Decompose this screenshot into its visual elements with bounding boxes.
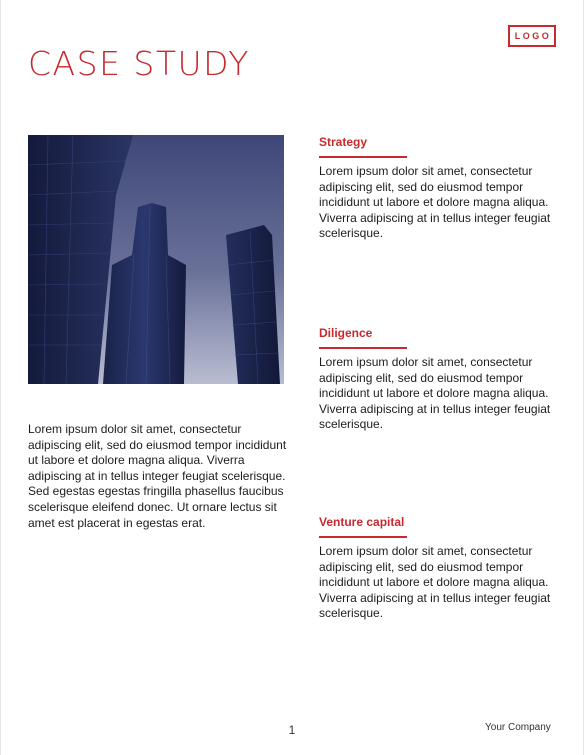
section-heading: Venture capital — [319, 515, 405, 529]
section-paragraph: Lorem ipsum dolor sit amet, consectetur adipiscing elit, sed do eiusmod tempor incididunt ut labore et dolore magna aliqua. Viverra adipiscing at in tellus integer feugiat scelerisque. — [319, 164, 551, 241]
section-diligence — [319, 326, 559, 433]
section-strategy — [319, 135, 559, 242]
page-number: 1 — [288, 723, 296, 737]
section-divider — [319, 156, 407, 158]
logo-text: LOGO — [514, 31, 552, 41]
hero-image-skyscrapers — [28, 135, 284, 384]
section-heading: Diligence — [319, 326, 373, 340]
section-divider — [319, 347, 407, 349]
page-title: CASE STUDY — [28, 44, 250, 83]
footer-company-name: Your Company — [485, 722, 551, 733]
section-divider — [319, 536, 407, 538]
section-paragraph: Lorem ipsum dolor sit amet, consectetur adipiscing elit, sed do eiusmod tempor incididunt ut labore et dolore magna aliqua. Viverra adipiscing at in tellus integer feugiat scelerisque. — [319, 355, 551, 432]
section-heading: Strategy — [319, 135, 368, 149]
section-venture-capital — [319, 515, 559, 622]
intro-paragraph: Lorem ipsum dolor sit amet, consectetur adipiscing elit, sed do eiusmod tempor incididunt ut labore et dolore magna aliqua. Viverra adipiscing at in tellus integer feugiat scelerisque. Sed egestas egestas fringilla phasellus faucibus scelerisque eleifend donec. Ut ornare lectus sit amet est placerat in egestas erat. — [28, 422, 287, 530]
company-logo — [508, 25, 556, 47]
section-paragraph: Lorem ipsum dolor sit amet, consectetur adipiscing elit, sed do eiusmod tempor incididunt ut labore et dolore magna aliqua. Viverra adipiscing at in tellus integer feugiat scelerisque. — [319, 544, 551, 621]
